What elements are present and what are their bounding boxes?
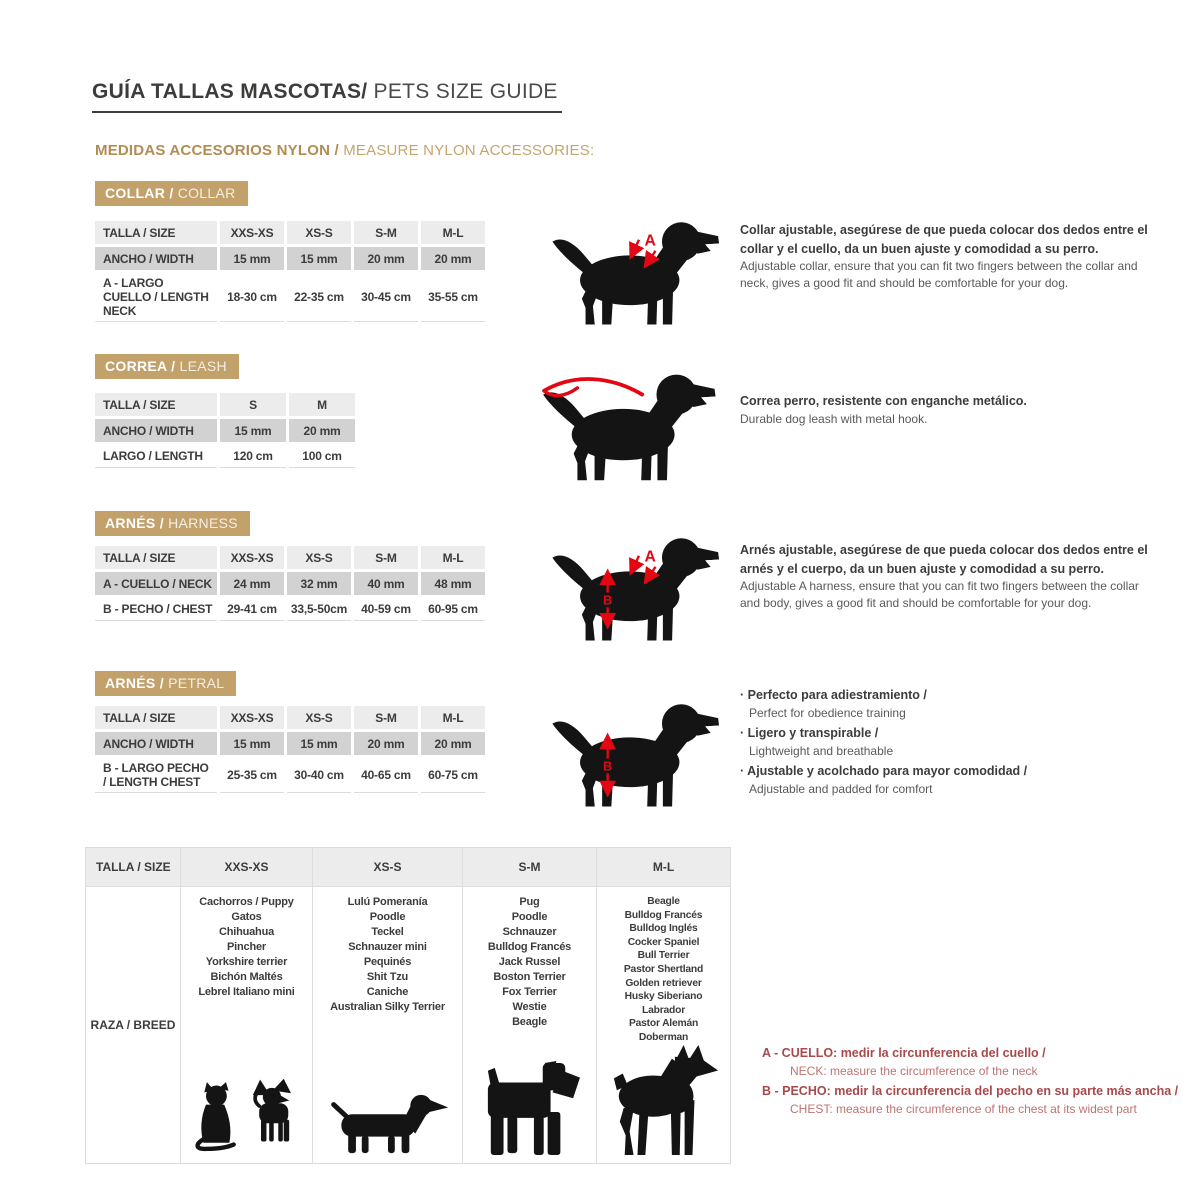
column-header: S-M: [354, 706, 418, 729]
column-header: TALLA / SIZE: [95, 393, 217, 416]
table-value: 30-45 cm: [354, 273, 418, 322]
breed-table: [85, 847, 731, 1164]
collar-badge-en: COLLAR: [173, 185, 236, 201]
table-value: 24 mm: [220, 572, 284, 595]
breed-item: Cachorros / Puppy: [199, 896, 294, 908]
subtitle-en: MEASURE NYLON ACCESSORIES:: [338, 142, 595, 159]
row-label: ANCHO / WIDTH: [95, 732, 217, 755]
petral-badge-es: ARNÉS /: [105, 675, 164, 691]
breed-item: Pincher: [227, 941, 266, 953]
note-en: NECK: measure the circumference of the neck: [790, 1063, 1038, 1078]
subtitle-es: MEDIDAS ACCESORIOS NYLON /: [95, 142, 339, 159]
column-header: M-L: [421, 546, 485, 569]
breed-item: Schnauzer mini: [348, 941, 427, 953]
chihuahua-icon: [251, 1075, 301, 1157]
table-value: 29-41 cm: [220, 598, 284, 621]
breed-column-s-m: [463, 887, 597, 1163]
breed-item: Boston Terrier: [493, 971, 566, 983]
page-subtitle: [95, 142, 594, 159]
harness-description: [740, 541, 1160, 613]
column-header: XXS-XS: [220, 706, 284, 729]
breed-item: Lebrel Italiano mini: [198, 986, 295, 998]
row-label: B - PECHO / CHEST: [95, 598, 217, 621]
breed-column-xs-s: [313, 887, 463, 1163]
benefit-es: · Ajustable y acolchado para mayor comodidad /: [740, 762, 1160, 781]
breed-item: Teckel: [371, 926, 404, 938]
row-label: LARGO / LENGTH: [95, 445, 217, 468]
collar-desc-es: Collar ajustable, asegúrese de que pueda colocar dos dedos entre el collar y el cuello, da un buen ajuste y comodidad a su perro.: [740, 223, 1148, 256]
leash-description: [740, 392, 1160, 428]
column-header: M-L: [421, 706, 485, 729]
table-value: 32 mm: [287, 572, 351, 595]
breed-item: Bulldog Inglés: [629, 923, 698, 935]
breed-list: [313, 887, 462, 1045]
breed-item: Jack Russel: [498, 956, 561, 968]
breed-item: Westie: [512, 1001, 547, 1013]
breed-item: Beagle: [647, 896, 680, 907]
measuring-notes: [762, 1044, 1198, 1120]
breed-item: Pug: [519, 896, 540, 908]
harness-desc-es: Arnés ajustable, asegúrese de que pueda colocar dos dedos entre el arnés y el cuerpo, da un buen ajuste y comodidad a su perro.: [740, 543, 1148, 576]
petral-section-badge: [95, 671, 236, 696]
row-label: A - LARGO CUELLO / LENGTH NECK: [95, 273, 217, 322]
column-header: XS-S: [287, 706, 351, 729]
column-header: TALLA / SIZE: [95, 706, 217, 729]
leash-desc-es: Correa perro, resistente con enganche metálico.: [740, 394, 1027, 408]
breed-table-header: [86, 848, 730, 887]
breed-item: Bull Terrier: [637, 950, 690, 962]
breed-item: Australian Silky Terrier: [330, 1001, 445, 1013]
table-value: 18-30 cm: [220, 273, 284, 322]
breed-table-body: [86, 887, 730, 1163]
table-value: 20 mm: [289, 419, 355, 442]
breed-item: Pequinés: [363, 956, 412, 968]
breed-item: Fox Terrier: [502, 986, 557, 998]
row-label: A - CUELLO / NECK: [95, 572, 217, 595]
breed-item: Poodle: [369, 911, 406, 923]
leash-badge-es: CORREA /: [105, 358, 176, 374]
breed-list: [597, 887, 730, 1045]
mark-a-label: A: [644, 548, 656, 566]
table-value: 100 cm: [289, 445, 355, 468]
table-value: 20 mm: [421, 732, 485, 755]
column-header: XS-S: [313, 848, 463, 886]
breed-item: Beagle: [512, 1016, 547, 1028]
table-value: 25-35 cm: [220, 758, 284, 793]
breed-item: Husky Siberiano: [624, 991, 703, 1003]
table-value: 15 mm: [287, 732, 351, 755]
breed-silhouettes: [313, 1045, 462, 1163]
row-label: ANCHO / WIDTH: [95, 419, 217, 442]
dog-collar-illustration-icon: [545, 214, 720, 330]
table-value: 40-65 cm: [354, 758, 418, 793]
page-title: [92, 80, 562, 113]
table-value: 33,5-50cm: [287, 598, 351, 621]
table-value: 20 mm: [354, 732, 418, 755]
table-value: 15 mm: [287, 247, 351, 270]
table-value: 15 mm: [220, 247, 284, 270]
breed-list: [181, 887, 312, 1045]
breed-item: Pastor Shertland: [623, 963, 704, 975]
breed-item: Lulú Pomeranía: [347, 896, 428, 908]
breed-silhouettes: [597, 1045, 730, 1163]
note-item: [762, 1082, 1198, 1118]
petral-benefits: [740, 686, 1160, 800]
mark-b-label: B: [603, 758, 613, 774]
harness-size-table: [95, 546, 485, 621]
breed-item: Gatos: [231, 911, 262, 923]
breed-row-label: RAZA / BREED: [86, 887, 181, 1163]
petral-size-table: [95, 706, 485, 793]
table-value: 15 mm: [220, 732, 284, 755]
breed-item: Caniche: [366, 986, 409, 998]
column-header: XXS-XS: [220, 546, 284, 569]
benefit-item: [740, 762, 1160, 798]
table-value: 40 mm: [354, 572, 418, 595]
harness-desc-en: Adjustable A harness, ensure that you can fit two fingers between the collar and body, gives a good fit and should be comfortable for your dog.: [740, 579, 1139, 611]
column-header: XXS-XS: [220, 221, 284, 244]
column-header: S-M: [354, 546, 418, 569]
benefit-item: [740, 686, 1160, 722]
column-header: XS-S: [287, 546, 351, 569]
dog-leash-illustration-icon: [535, 366, 717, 486]
breed-column-xxs-xs: [181, 887, 313, 1163]
collar-section-badge: [95, 181, 248, 206]
schnauzer-icon: [478, 1061, 582, 1157]
breed-item: Yorkshire terrier: [205, 956, 288, 968]
collar-desc-en: Adjustable collar, ensure that you can fit two fingers between the collar and neck, gives a good fit and should be comfortable for your dog.: [740, 259, 1138, 291]
breed-item: Bulldog Francés: [487, 941, 572, 953]
table-value: 40-59 cm: [354, 598, 418, 621]
collar-badge-es: COLLAR /: [105, 185, 174, 201]
note-es: A - CUELLO: medir la circunferencia del cuello /: [762, 1046, 1046, 1060]
dog-petral-illustration-icon: [545, 696, 720, 812]
table-value: 48 mm: [421, 572, 485, 595]
dog-harness-illustration-icon: [545, 530, 720, 646]
column-header: TALLA / SIZE: [95, 546, 217, 569]
column-header: S: [220, 393, 286, 416]
note-item: [762, 1044, 1198, 1080]
petral-badge-en: PETRAL: [163, 675, 225, 691]
table-value: 15 mm: [220, 419, 286, 442]
column-header: M-L: [652, 860, 675, 874]
breed-item: Labrador: [641, 1004, 686, 1016]
breed-item: Shit Tzu: [366, 971, 409, 983]
breed-silhouettes: [463, 1045, 596, 1163]
column-header: S-M: [463, 848, 597, 886]
doberman-icon: [606, 1045, 722, 1157]
breed-item: Schnauzer: [502, 926, 557, 938]
table-value: 30-40 cm: [287, 758, 351, 793]
row-label: ANCHO / WIDTH: [95, 247, 217, 270]
page-title-es: GUÍA TALLAS MASCOTAS/: [92, 80, 368, 103]
page-title-en: PETS SIZE GUIDE: [367, 80, 558, 103]
breed-column-m-l: [597, 887, 730, 1163]
column-header: S-M: [354, 221, 418, 244]
breed-silhouettes: [181, 1045, 312, 1163]
breed-item: Pastor Alemán: [628, 1018, 699, 1030]
breed-item: Chihuahua: [218, 926, 275, 938]
leash-size-table: [95, 393, 355, 468]
breed-item: Bulldog Francés: [624, 909, 703, 921]
table-value: 22-35 cm: [287, 273, 351, 322]
row-label: B - LARGO PECHO / LENGTH CHEST: [95, 758, 217, 793]
breed-item: Bichón Maltés: [210, 971, 283, 983]
benefit-en: Perfect for obedience training: [749, 705, 906, 720]
mark-a-label: A: [644, 232, 656, 250]
table-value: 20 mm: [421, 247, 485, 270]
column-header: M-L: [421, 221, 485, 244]
table-value: 20 mm: [354, 247, 418, 270]
mark-b-label: B: [603, 592, 613, 608]
table-value: 35-55 cm: [421, 273, 485, 322]
benefit-en: Adjustable and padded for comfort: [749, 782, 933, 797]
note-es: B - PECHO: medir la circunferencia del pecho en su parte más ancha /: [762, 1084, 1179, 1099]
column-header: XXS-XS: [181, 848, 313, 886]
breed-list: [463, 887, 596, 1045]
breed-item: Cocker Spaniel: [627, 936, 700, 948]
harness-section-badge: [95, 511, 250, 536]
column-header: TALLA / SIZE: [86, 848, 181, 886]
table-value: 60-95 cm: [421, 598, 485, 621]
collar-size-table: [95, 221, 485, 322]
column-header: M: [289, 393, 355, 416]
benefit-en: Lightweight and breathable: [749, 743, 894, 758]
leash-section-badge: [95, 354, 239, 379]
benefit-es: · Ligero y transpirable /: [740, 724, 1160, 743]
column-header: XS-S: [287, 221, 351, 244]
harness-badge-en: HARNESS: [163, 515, 238, 531]
breed-item: Golden retriever: [625, 977, 702, 989]
leash-badge-en: LEASH: [175, 358, 227, 374]
collar-description: [740, 221, 1160, 293]
note-en: CHEST: measure the circumference of the chest at its widest part: [790, 1101, 1137, 1116]
breed-item: Poodle: [511, 911, 548, 923]
harness-badge-es: ARNÉS /: [105, 515, 164, 531]
leash-desc-en: Durable dog leash with metal hook.: [740, 411, 928, 426]
table-value: 120 cm: [220, 445, 286, 468]
column-header: TALLA / SIZE: [95, 221, 217, 244]
cat-icon: [193, 1073, 245, 1157]
table-value: 60-75 cm: [421, 758, 485, 793]
benefit-item: [740, 724, 1160, 760]
benefit-es: · Perfecto para adiestramiento /: [740, 686, 1160, 705]
breed-item: Doberman: [638, 1031, 689, 1043]
dachshund-icon: [327, 1089, 449, 1157]
